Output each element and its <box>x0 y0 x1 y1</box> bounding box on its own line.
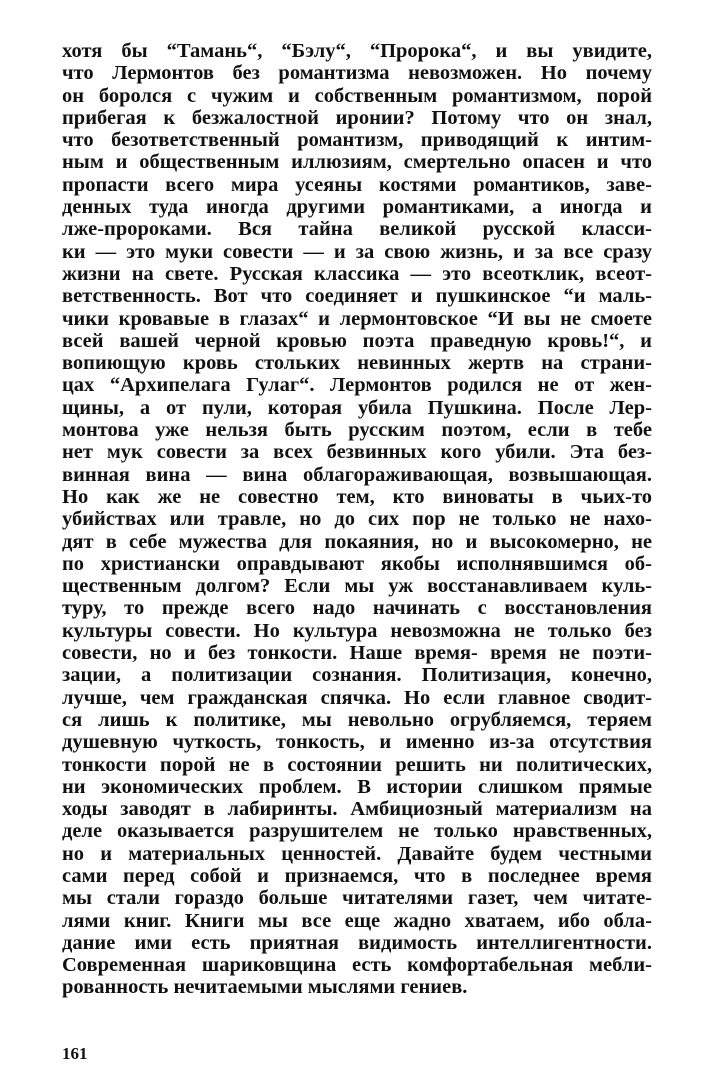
text-line: совести, но и без тонкости. Наше время- время не поэти- <box>62 642 652 665</box>
text-line: мы стали гораздо больше читателями газет, чем читате- <box>62 887 652 910</box>
text-line: денных туда иногда другими романтиками, а иногда и <box>62 196 652 219</box>
text-line: лями книг. Книги мы все еще жадно хватаем, ибо обла- <box>62 909 652 932</box>
page-number: 161 <box>62 1044 88 1063</box>
text-line: культуры совести. Но культура невозможна не только без <box>62 619 652 642</box>
text-line: зации, а политизации сознания. Политизация, конечно, <box>62 664 652 687</box>
text-line: всей вашей черной кровью поэта праведную кровь!“, и <box>62 329 652 352</box>
text-line: душевную чуткость, тонкость, и именно из-за отсутствия <box>62 731 652 754</box>
text-line: жизни на свете. Русская классика — это всеотклик, всеот- <box>62 262 652 285</box>
text-line: убийствах или травле, но до сих пор не только не нахо- <box>62 508 652 531</box>
text-line: но и материальных ценностей. Давайте будем честными <box>62 842 652 865</box>
text-line: он боролся с чужим и собственным романтизмом, порой <box>62 84 652 107</box>
text-line: щественным долгом? Если мы уж восстанавливаем куль- <box>62 575 652 598</box>
text-line: пропасти всего мира усеяны костями романтиков, заве- <box>62 173 652 196</box>
text-line: монтова уже нельзя быть русским поэтом, если в тебе <box>62 419 652 442</box>
text-line: ным и общественным иллюзиям, смертельно опасен и что <box>62 151 652 174</box>
text-line: хотя бы “Тамань“, “Бэлу“, “Пророка“, и вы увидите, <box>62 40 652 62</box>
text-line-last: рованность нечитаемыми мыслями гениев. <box>62 976 468 999</box>
text-line: винная вина — вина облагораживающая, возвышающая. <box>62 463 652 486</box>
text-line: Но как же не совестно тем, кто виноваты в чьих-то <box>62 485 652 508</box>
body-text <box>62 40 652 999</box>
text-line: ки — это муки совести — и за свою жизнь, и за все сразу <box>62 240 652 263</box>
text-line: что Лермонтов без романтизма невозможен. Но почему <box>62 62 652 85</box>
text-line: Современная шариковщина есть комфортабельная мебли- <box>62 954 652 977</box>
text-line: туру, то прежде всего надо начинать с восстановления <box>62 597 652 620</box>
text-line: нет мук совести за всех безвинных кого убили. Эта без- <box>62 441 652 464</box>
text-line: деле оказывается разрушителем не только нравственных, <box>62 820 652 843</box>
text-line: дание ими есть приятная видимость интеллигентности. <box>62 931 652 954</box>
text-line: щины, а от пули, которая убила Пушкина. После Лер- <box>62 396 652 419</box>
text-line: цах “Архипелага Гулаг“. Лермонтов родился не от жен- <box>62 374 652 397</box>
text-line: тонкости порой не в состоянии решить ни политических, <box>62 753 652 776</box>
text-line: ходы заводят в лабиринты. Амбициозный материализм на <box>62 798 652 821</box>
text-line: ни экономических проблем. В истории слишком прямые <box>62 775 652 798</box>
text-line: чики кровавые в глазах“ и лермонтовское “И вы не смоете <box>62 307 652 330</box>
text-line: лучше, чем гражданская спячка. Но если главное сводит- <box>62 686 652 709</box>
text-line: ветственность. Вот что соединяет и пушкинское “и маль- <box>62 285 652 308</box>
text-line: прибегая к безжалостной иронии? Потому что он знал, <box>62 106 652 129</box>
text-line: что безответственный романтизм, приводящий к интим- <box>62 129 652 152</box>
text-line: вопиющую кровь стольких невинных жертв на страни- <box>62 352 652 375</box>
text-line: по христиански оправдывают якобы исполнявшимся об- <box>62 552 652 575</box>
text-line: дят в себе мужества для покаяния, но и высокомерно, не <box>62 530 652 553</box>
text-line: ся лишь к политике, мы невольно огрубляемся, теряем <box>62 708 652 731</box>
text-line: сами перед собой и признаемся, что в последнее время <box>62 864 652 887</box>
text-line: лже-пророками. Вся тайна великой русской класси- <box>62 218 652 241</box>
